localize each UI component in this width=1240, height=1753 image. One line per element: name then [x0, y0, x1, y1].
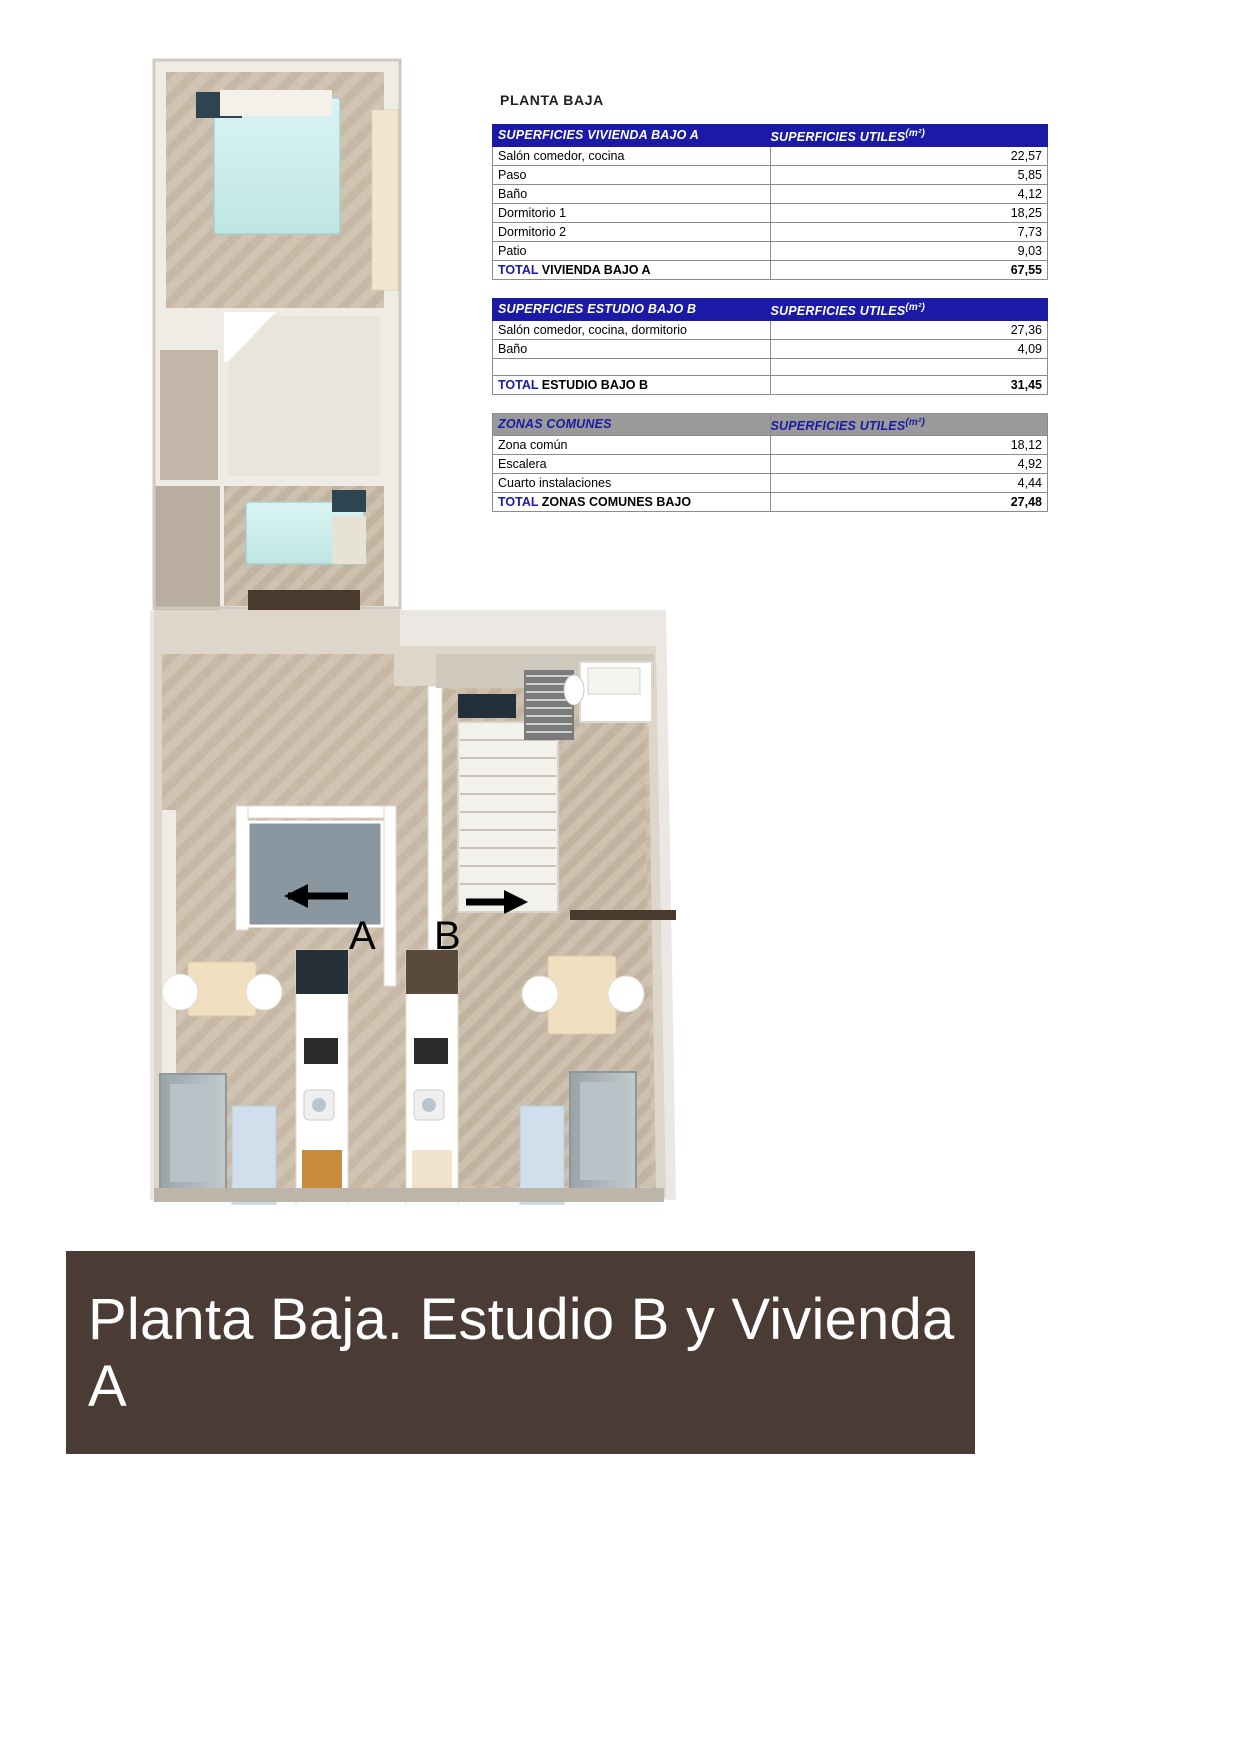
caption-bar: [66, 1251, 975, 1454]
row-value: 4,09: [770, 340, 1048, 359]
row-label: Baño: [493, 185, 771, 204]
row-value: 27,36: [770, 321, 1048, 340]
table-row: [493, 242, 1048, 261]
surfaces-tables: [492, 92, 1052, 530]
row-value: 18,25: [770, 204, 1048, 223]
row-label: Baño: [493, 340, 771, 359]
table-row: [493, 455, 1048, 474]
row-value: 22,57: [770, 147, 1048, 166]
total-value: 27,48: [770, 493, 1048, 512]
table-total-row: [493, 376, 1048, 395]
table-row: [493, 340, 1048, 359]
row-value: 4,44: [770, 474, 1048, 493]
total-label-rest: VIVIENDA BAJO A: [538, 262, 651, 277]
table-header-right: [770, 414, 1048, 436]
table-header-row: [493, 299, 1048, 321]
kitchen-a: [296, 950, 348, 1205]
table-row-blank: [493, 359, 1048, 376]
total-label: [493, 261, 771, 280]
bed-master: [196, 90, 340, 234]
row-label: Cuarto instalaciones: [493, 474, 771, 493]
row-label: Dormitorio 2: [493, 223, 771, 242]
row-value: 18,12: [770, 436, 1048, 455]
table-header-left: SUPERFICIES VIVIENDA BAJO A: [493, 125, 771, 147]
table-total-row: [493, 261, 1048, 280]
row-value: 4,92: [770, 455, 1048, 474]
row-value: 5,85: [770, 166, 1048, 185]
row-value: [770, 359, 1048, 376]
table-row: [493, 321, 1048, 340]
table-header-row: [493, 414, 1048, 436]
total-label-rest: ZONAS COMUNES BAJO: [538, 494, 692, 509]
row-label: Patio: [493, 242, 771, 261]
table-row: [493, 147, 1048, 166]
table-row: [493, 204, 1048, 223]
total-label-prefix: TOTAL: [498, 494, 539, 509]
total-label: [493, 493, 771, 512]
plan-marker-a: A: [349, 914, 376, 958]
total-label-prefix: TOTAL: [498, 377, 539, 392]
plan-marker-b: B: [434, 914, 461, 958]
row-label: Zona común: [493, 436, 771, 455]
row-value: 9,03: [770, 242, 1048, 261]
page-title: PLANTA BAJA: [500, 92, 604, 108]
row-label: Paso: [493, 166, 771, 185]
kitchen-b: [406, 950, 458, 1205]
total-value: 67,55: [770, 261, 1048, 280]
table-zonas-comunes: [492, 413, 1048, 512]
row-label: Dormitorio 1: [493, 204, 771, 223]
row-label: [493, 359, 771, 376]
total-value: 31,45: [770, 376, 1048, 395]
table-header-units: (m²): [905, 417, 926, 429]
table-header-units: (m²): [905, 128, 926, 139]
table-header-left: SUPERFICIES ESTUDIO BAJO B: [493, 299, 771, 321]
table-header-row: [493, 125, 1048, 147]
row-value: 4,12: [770, 185, 1048, 204]
row-label: Salón comedor, cocina, dormitorio: [493, 321, 771, 340]
caption-text: Planta Baja. Estudio B y Vivienda A: [88, 1286, 955, 1419]
table-vivienda-bajo-a: [492, 124, 1048, 280]
table-header-left: ZONAS COMUNES: [493, 414, 771, 436]
row-label: Escalera: [493, 455, 771, 474]
table-header-right: [770, 125, 1048, 147]
row-value: 7,73: [770, 223, 1048, 242]
table-estudio-bajo-b: [492, 298, 1048, 395]
total-label: [493, 376, 771, 395]
table-row: [493, 185, 1048, 204]
table-total-row: [493, 493, 1048, 512]
total-label-rest: ESTUDIO BAJO B: [538, 377, 649, 392]
table-header-right-label: SUPERFICIES UTILES: [770, 419, 906, 434]
table-header-right-label: SUPERFICIES UTILES: [770, 304, 906, 319]
table-row: [493, 436, 1048, 455]
table-row: [493, 223, 1048, 242]
table-row: [493, 166, 1048, 185]
table-row: [493, 474, 1048, 493]
table-header-units: (m²): [905, 302, 926, 314]
row-label: Salón comedor, cocina: [493, 147, 771, 166]
table-header-right-label: SUPERFICIES UTILES: [770, 130, 906, 145]
table-header-right: [770, 299, 1048, 321]
total-label-prefix: TOTAL: [498, 262, 539, 277]
